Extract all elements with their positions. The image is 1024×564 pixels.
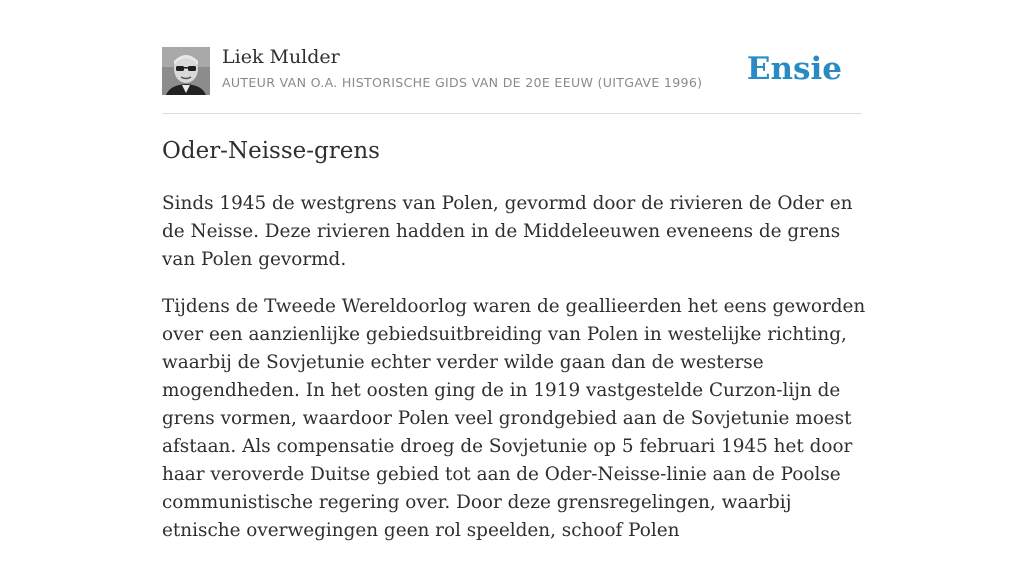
header-divider <box>162 113 862 114</box>
article-paragraph: Sinds 1945 de westgrens van Polen, gevormd door de rivieren de Oder en de Neisse. Deze rivieren hadden in de Middeleeuwen eveneens de grens van Polen gevormd. <box>162 193 853 270</box>
author-name[interactable]: Liek Mulder <box>222 46 340 68</box>
author-description: AUTEUR VAN O.A. HISTORISCHE GIDS VAN DE 20E EEUW (UITGAVE 1996) <box>222 75 703 90</box>
article-paragraph: Tijdens de Tweede Wereldoorlog waren de geallieerden het eens geworden over een aanzienlijke gebiedsuitbreiding van Polen in westelijke richting, waarbij de Sovjetunie echter verder wilde gaan dan de westerse mogendheden. In het oosten ging de in 1919 vastgestelde Curzon-lijn de grens vormen, waardoor Polen veel grondgebied aan de Sovjetunie moest afstaan. Als compensatie droeg de Sovjetunie op 5 februari 1945 het door haar veroverde Duitse gebied tot aan de Oder-Neisse-linie aan de Poolse communistische regering over. Door deze grensregelingen, waarbij etnische overwegingen geen rol speelden, schoof Polen <box>162 296 866 541</box>
author-header <box>162 46 862 96</box>
avatar[interactable] <box>162 47 210 95</box>
author-portrait-icon <box>162 47 210 95</box>
article-body <box>162 190 866 564</box>
article-title: Oder-Neisse-grens <box>162 138 380 164</box>
ensie-logo[interactable]: Ensie <box>746 51 842 87</box>
